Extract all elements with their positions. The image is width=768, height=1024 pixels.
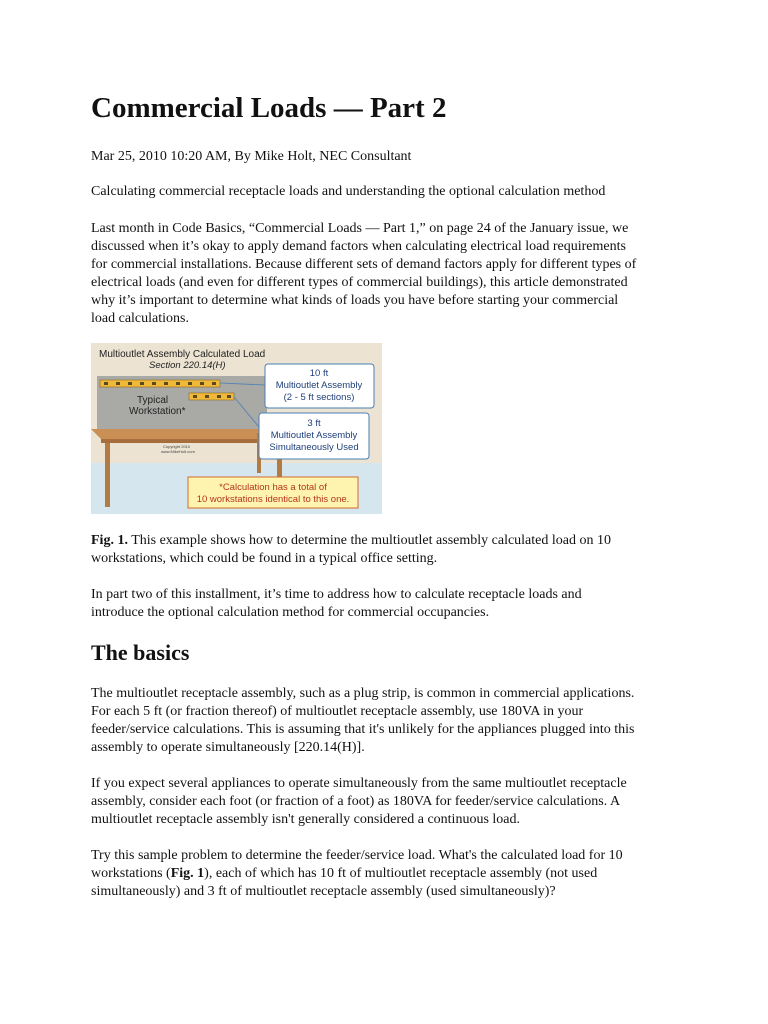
basics-paragraph-2: If you expect several appliances to operate simultaneously from the same multioutlet receptacle assembly, consider each foot (or fraction of a foot) as 180VA for feeder/service calculations. A multioutlet receptacle assembly isn't generally considered a continuous load. <box>91 776 627 827</box>
svg-text:(2 - 5 ft sections): (2 - 5 ft sections) <box>283 392 355 403</box>
svg-text:Simultaneously Used: Simultaneously Used <box>269 442 359 453</box>
svg-text:www.MikeHolt.com: www.MikeHolt.com <box>161 449 195 454</box>
desk-leg <box>105 443 110 507</box>
svg-text:Multioutlet Assembly: Multioutlet Assembly <box>275 380 363 391</box>
part-two-paragraph: In part two of this installment, it’s time to address how to calculate receptacle loads and introduce the optional calculation method for commercial occupancies. <box>91 587 582 620</box>
figure-1-illustration <box>91 343 382 514</box>
article-title: Commercial Loads — Part 2 <box>91 92 447 124</box>
svg-text:Workstation*: Workstation* <box>129 406 186 417</box>
figure-section: Section 220.14(H) <box>149 360 226 371</box>
svg-text:Multioutlet Assembly: Multioutlet Assembly <box>270 430 358 441</box>
figure-caption: Fig. 1. This example shows how to determine the multioutlet assembly calculated load on 10 workstations, which could be found in a typical office setting. <box>91 533 611 566</box>
figure-title: Multioutlet Assembly Calculated Load <box>99 349 266 360</box>
svg-text:10 ft: 10 ft <box>309 368 329 379</box>
svg-text:3 ft: 3 ft <box>307 418 321 429</box>
svg-text:Typical: Typical <box>137 395 169 406</box>
svg-text:*Calculation has a total of: *Calculation has a total of <box>219 482 327 493</box>
svg-text:10 workstations identical to t: 10 workstations identical to this one. <box>196 494 350 505</box>
basics-paragraph-1: The multioutlet receptacle assembly, such as a plug strip, is common in commercial applications. For each 5 ft (or fraction thereof) of multioutlet receptacle assembly, use 180VA in your feeder/service calculations. This is assuming that it's unlikely for the appliances plugged into this assembly to operate simultaneously [220.14(H)]. <box>91 686 635 755</box>
basics-paragraph-3: Try this sample problem to determine the feeder/service load. What's the calculated load for 10 workstations (Fig. 1), each of which has 10 ft of multioutlet receptacle assembly (not used simultaneously) and 3 ft of multioutlet receptacle assembly (used simultaneously)? <box>91 848 623 899</box>
article-subtitle: Calculating commercial receptacle loads and understanding the optional calculation method <box>91 184 606 199</box>
figure-reference: Fig. 1 <box>170 866 205 881</box>
svg-text:Copyright 2010: Copyright 2010 <box>163 444 191 449</box>
section-heading: The basics <box>91 640 190 665</box>
article-byline: Mar 25, 2010 10:20 AM, By Mike Holt, NEC Consultant <box>91 149 412 164</box>
intro-paragraph: Last month in Code Basics, “Commercial Loads — Part 1,” on page 24 of the January issue, we discussed when it’s okay to apply demand factors when calculating electrical load requirements for commercial installations. Because different sets of demand factors apply for different types of electrical loads (and even for different types of commercial buildings), this article demonstrated why it’s important to determine what kinds of loads you have before starting your commercial load calculations. <box>91 221 637 326</box>
